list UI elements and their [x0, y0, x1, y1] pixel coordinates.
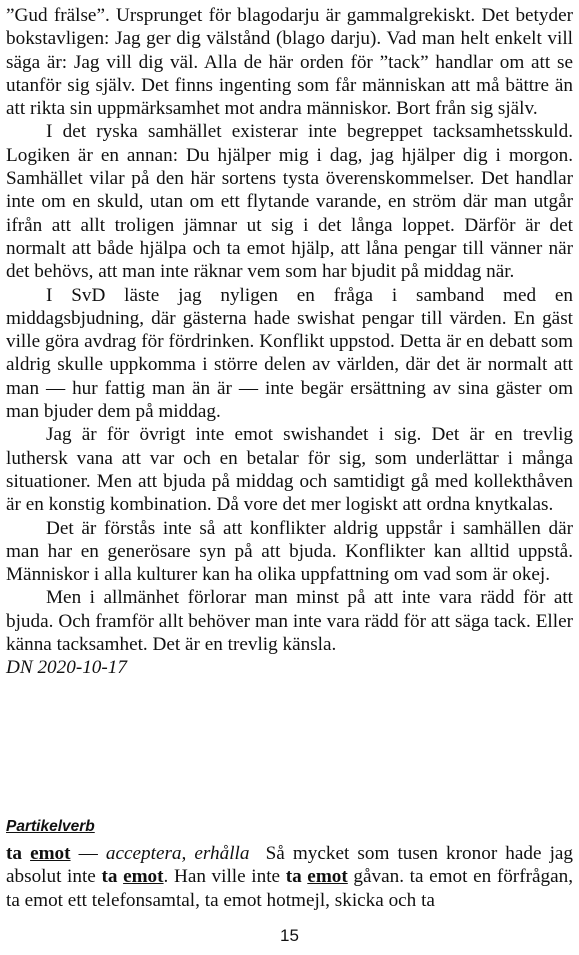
section-heading: Partikelverb	[6, 818, 95, 835]
page-number: 15	[280, 926, 299, 945]
article-paragraph: Jag är för övrigt inte emot swishandet i sig. Det är en trevlig luthersk vana att var och en betalar för sig, som underlättar i många situationer. Men att bjuda på middag och samtidigt gå med kollekthåven är en konstig kombination. Då vore det mer logiskt att ordna knytkalas.	[6, 424, 573, 516]
article-source: DN 2020-10-17	[6, 657, 127, 679]
example-particle	[123, 866, 163, 887]
example-particle-text: emot	[123, 866, 164, 888]
article-paragraph: ”Gud frälse”. Ursprunget för blagodarju är gammalgrekiskt. Det betyder bokstavligen: Jag ger dig välstånd (blago darju). Vad man helt enkelt vill säga är: Jag vill dig väl. Alla de här orden för ”tack” handlar om att se utanför sig själv. Det finns ingenting som får människan att må bättre än att rikta sin uppmärksamhet mot andra människor. Bort från sig själv.	[6, 5, 573, 120]
headword-verb: ta	[6, 843, 22, 864]
dictionary-entry	[6, 842, 573, 912]
article-paragraph: Men i allmänhet förlorar man minst på att inte vara rädd för att bjuda. Och framför allt behöver man inte vara rädd för att säga tack. Eller känna tacksamhet. Det är en trevlig känsla.	[6, 587, 573, 656]
example-text: ta emot en förfrågan, ta emot ett telefonsamtal, ta emot hotmejl, skicka och ta	[6, 866, 573, 911]
headword-particle-text: emot	[30, 843, 71, 864]
example-verb: ta	[285, 866, 302, 888]
article-paragraph: I det ryska samhället existerar inte begreppet tacksamhetsskuld. Logiken är en annan: Du hjälper mig i dag, jag hjälper dig i morgon. Samhället vilar på den här sortens tysta överenskommelser. Det handlar inte om en skuld, utan om ett flytande varande, en ström där man utgår ifrån att allt troligen jämnar ut sig i det långa loppet. Därför är det normalt att både hjälpa och ta emot hjälp, att låna pengar till vänner när det behövs, att man inte räknar vem som har bjudit på middag när.	[6, 121, 573, 283]
example-text: Så mycket som tusen kronor hade jag absolut inte	[6, 843, 574, 888]
example-particle	[307, 866, 347, 887]
entry-definition: acceptera, erhålla	[105, 843, 250, 864]
example-text: . Han ville inte	[163, 866, 286, 888]
example-particle-text: emot	[307, 866, 348, 888]
article-body	[6, 4, 573, 680]
article-paragraph: Det är förstås inte så att konflikter aldrig uppstår i samhällen där man har en generösare syn på att bjuda. Konflikter kan alltid uppstå. Människor i alla kulturer kan ha olika uppfattning om vad som är okej.	[6, 517, 573, 586]
headword-particle	[30, 843, 70, 864]
article-paragraph: I SvD läste jag nyligen en fråga i samband med en middagsbjudning, där gästerna hade swishat pengar till värden. En gäst ville göra avdrag för fördrinken. Konflikt uppstod. Detta är en debatt som aldrig skulle uppkomma i större delen av världen, där det är normalt att man — hur fattig man än är — inte begär ersättning av sina gäster om man bjuder dem på middag.	[6, 284, 573, 423]
example-verb: ta	[101, 866, 118, 888]
example-text: gåvan.	[347, 866, 405, 888]
entry-dash: —	[70, 843, 106, 864]
